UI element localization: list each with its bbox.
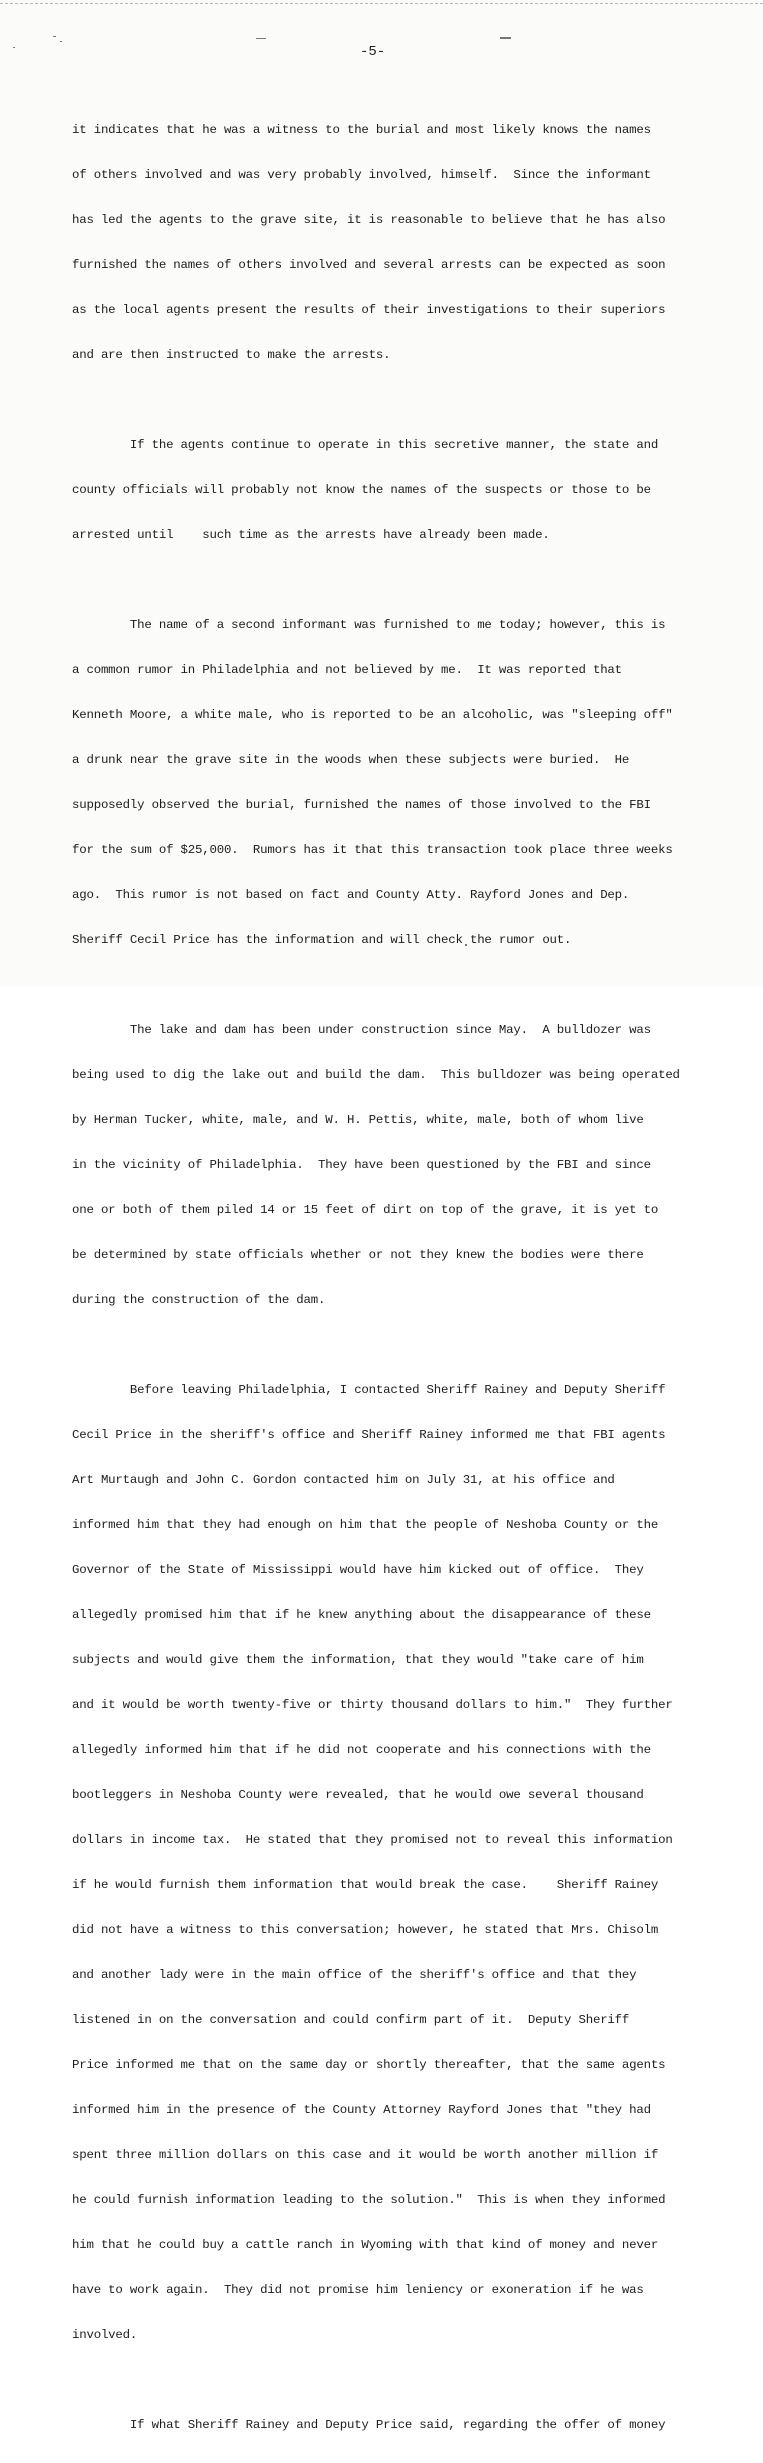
text-line: during the construction of the dam. bbox=[72, 1293, 326, 1307]
text-line: has led the agents to the grave site, it is reasonable to believe that he has also bbox=[72, 213, 666, 227]
paragraph bbox=[72, 93, 732, 393]
letter-body bbox=[72, 93, 732, 2463]
text-line: being used to dig the lake out and build the dam. This bulldozer was being operated bbox=[72, 1068, 680, 1082]
text-line: Cecil Price in the sheriff's office and Sheriff Rainey informed me that FBI agents bbox=[72, 1428, 666, 1442]
paragraph-spacer bbox=[72, 1338, 732, 1353]
text-line: The lake and dam has been under construction since May. A bulldozer was bbox=[72, 1023, 651, 1037]
text-line: a common rumor in Philadelphia and not believed by me. It was reported that bbox=[72, 663, 622, 677]
text-line: If the agents continue to operate in this secretive manner, the state and bbox=[72, 438, 659, 452]
text-line: ago. This rumor is not based on fact and County Atty. Rayford Jones and Dep. bbox=[72, 888, 630, 902]
text-line: did not have a witness to this conversation; however, he stated that Mrs. Chisolm bbox=[72, 1923, 659, 1937]
paragraph bbox=[72, 408, 732, 573]
text-line: by Herman Tucker, white, male, and W. H. Pettis, white, male, both of whom live bbox=[72, 1113, 644, 1127]
paragraph bbox=[72, 1353, 732, 2373]
paragraph bbox=[72, 993, 732, 1338]
text-line: county officials will probably not know the names of the suspects or those to be bbox=[72, 483, 651, 497]
text-line: If what Sheriff Rainey and Deputy Price said, regarding the offer of money bbox=[72, 2418, 666, 2432]
text-line: Governor of the State of Mississippi would have him kicked out of office. They bbox=[72, 1563, 644, 1577]
text-line: involved. bbox=[72, 2328, 138, 2342]
text-line: and another lady were in the main office of the sheriff's office and that they bbox=[72, 1968, 637, 1982]
text-line: Sheriff Cecil Price has the information and will check the rumor out. bbox=[72, 933, 572, 947]
text-line: Price informed me that on the same day or shortly thereafter, that the same agents bbox=[72, 2058, 666, 2072]
page-number: -5- bbox=[360, 44, 386, 60]
scan-speck bbox=[13, 47, 15, 48]
scan-speck bbox=[60, 41, 62, 42]
text-line: have to work again. They did not promise him leniency or exoneration if he was bbox=[72, 2283, 644, 2297]
text-line: for the sum of $25,000. Rumors has it that this transaction took place three weeks bbox=[72, 843, 673, 857]
text-line: Before leaving Philadelphia, I contacted Sheriff Rainey and Deputy Sheriff bbox=[72, 1383, 666, 1397]
text-line: he could furnish information leading to the solution." This is when they informed bbox=[72, 2193, 666, 2207]
text-line: bootleggers in Neshoba County were revealed, that he would owe several thousand bbox=[72, 1788, 644, 1802]
text-line: and are then instructed to make the arrests. bbox=[72, 348, 391, 362]
text-line: a drunk near the grave site in the woods when these subjects were buried. He bbox=[72, 753, 630, 767]
text-line: him that he could buy a cattle ranch in Wyoming with that kind of money and never bbox=[72, 2238, 659, 2252]
paragraph bbox=[72, 588, 732, 978]
paragraph bbox=[72, 2388, 732, 2463]
text-line: it indicates that he was a witness to the burial and most likely knows the names bbox=[72, 123, 651, 137]
text-line: be determined by state officials whether or not they knew the bodies were there bbox=[72, 1248, 644, 1262]
paragraph-spacer bbox=[72, 2373, 732, 2388]
text-line: Art Murtaugh and John C. Gordon contacted him on July 31, at his office and bbox=[72, 1473, 615, 1487]
scan-speck bbox=[256, 38, 266, 39]
text-line: informed him that they had enough on him that the people of Neshoba County or the bbox=[72, 1518, 659, 1532]
text-line: spent three million dollars on this case and it would be worth another million if bbox=[72, 2148, 659, 2162]
paragraph-spacer bbox=[72, 573, 732, 588]
text-line: of others involved and was very probably involved, himself. Since the informant bbox=[72, 168, 651, 182]
page-top-edge bbox=[0, 3, 763, 4]
text-line: dollars in income tax. He stated that they promised not to reveal this information bbox=[72, 1833, 673, 1847]
text-line: subjects and would give them the information, that they would "take care of him bbox=[72, 1653, 644, 1667]
text-line: furnished the names of others involved and several arrests can be expected as soon bbox=[72, 258, 666, 272]
text-line: as the local agents present the results of their investigations to their superiors bbox=[72, 303, 666, 317]
text-line: allegedly informed him that if he did not cooperate and his connections with the bbox=[72, 1743, 651, 1757]
text-line: informed him in the presence of the County Attorney Rayford Jones that "they had bbox=[72, 2103, 651, 2117]
text-line: if he would furnish them information that would break the case. Sheriff Rainey bbox=[72, 1878, 659, 1892]
text-line: arrested until such time as the arrests have already been made. bbox=[72, 528, 550, 542]
text-line: allegedly promised him that if he knew anything about the disappearance of these bbox=[72, 1608, 651, 1622]
text-line: supposedly observed the burial, furnished the names of those involved to the FBI bbox=[72, 798, 651, 812]
scan-speck bbox=[53, 36, 56, 37]
text-line: Kenneth Moore, a white male, who is reported to be an alcoholic, was "sleeping off" bbox=[72, 708, 673, 722]
paragraph-spacer bbox=[72, 978, 732, 993]
paragraph-spacer bbox=[72, 393, 732, 408]
text-line: one or both of them piled 14 or 15 feet of dirt on top of the grave, it is yet to bbox=[72, 1203, 659, 1217]
text-line: in the vicinity of Philadelphia. They have been questioned by the FBI and since bbox=[72, 1158, 651, 1172]
text-line: The name of a second informant was furnished to me today; however, this is bbox=[72, 618, 666, 632]
text-line: listened in on the conversation and could confirm part of it. Deputy Sheriff bbox=[72, 2013, 630, 2027]
scan-speck bbox=[500, 37, 511, 39]
text-line: and it would be worth twenty-five or thirty thousand dollars to him." They further bbox=[72, 1698, 673, 1712]
